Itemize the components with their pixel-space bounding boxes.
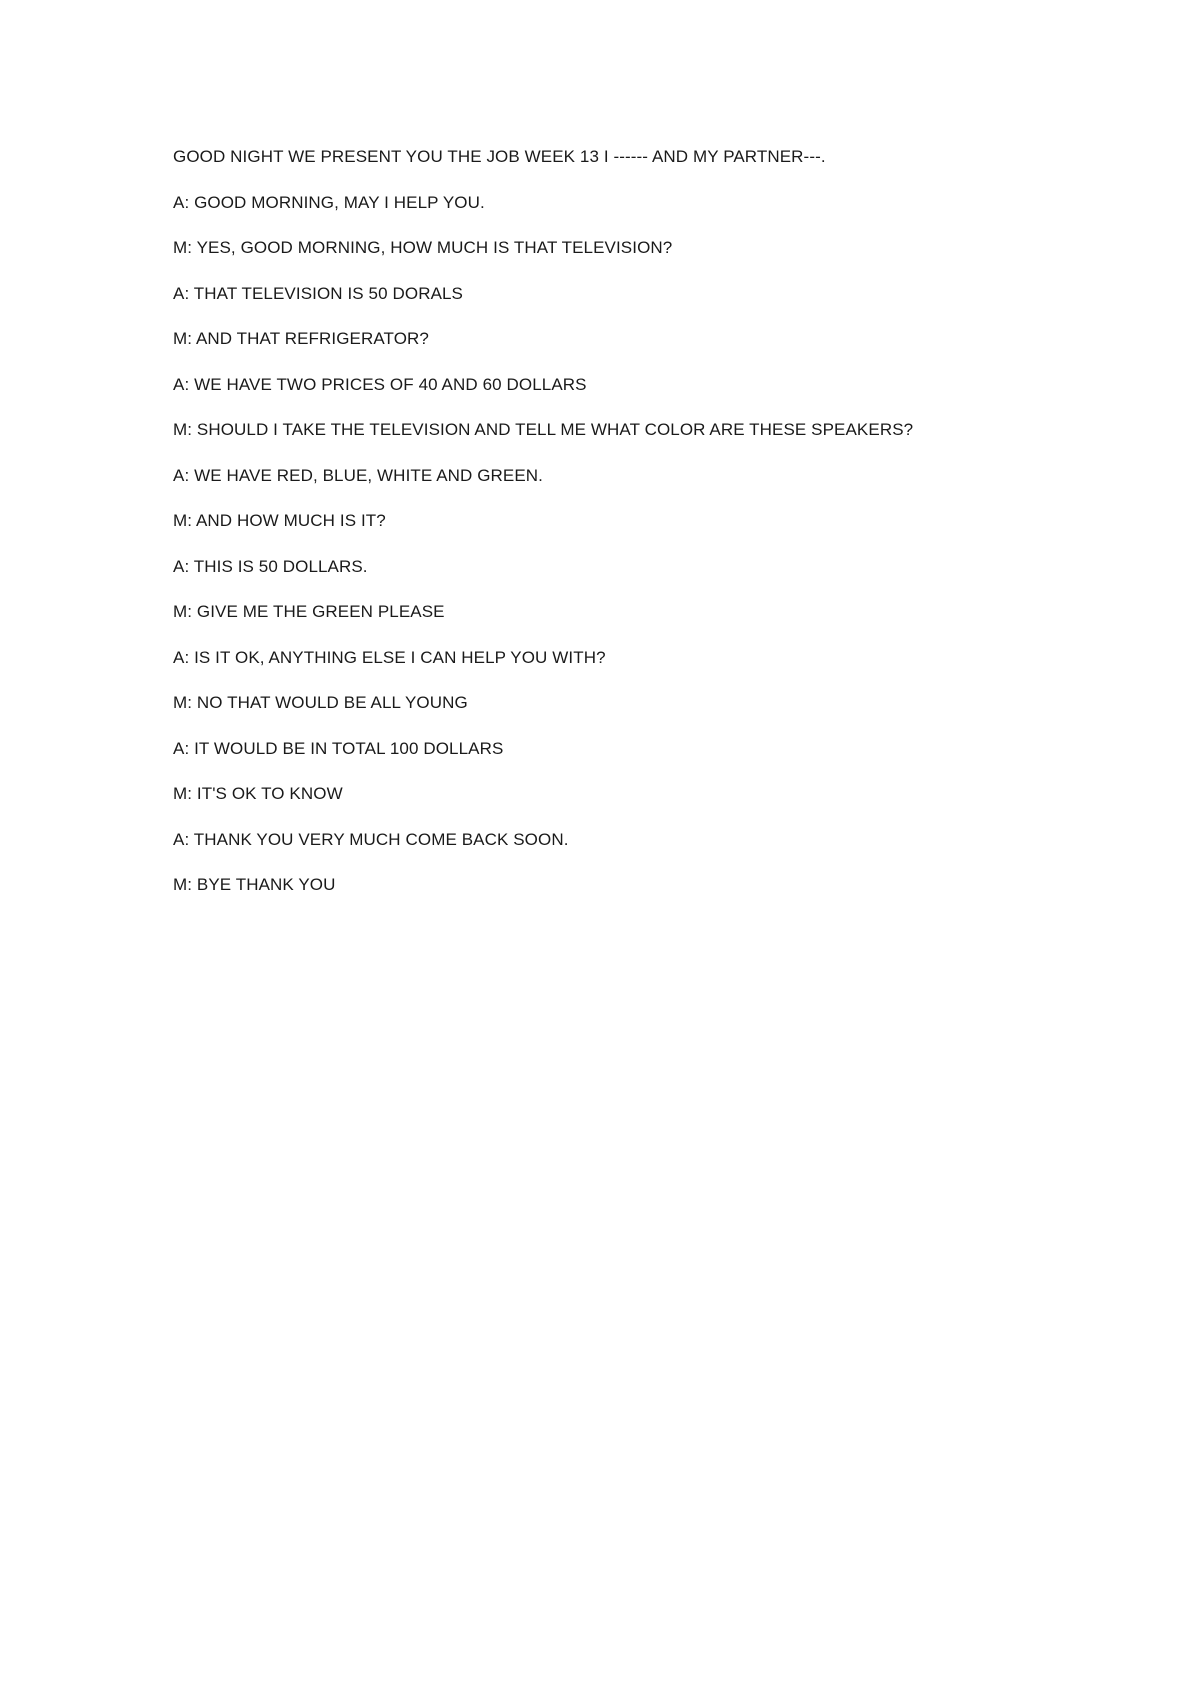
dialogue-line: A: IS IT OK, ANYTHING ELSE I CAN HELP YOU WITH? [173, 647, 606, 667]
dialogue-line: A: WE HAVE RED, BLUE, WHITE AND GREEN. [173, 465, 543, 485]
dialogue-line: A: GOOD MORNING, MAY I HELP YOU. [173, 192, 485, 212]
dialogue-line: M: AND THAT REFRIGERATOR? [173, 329, 429, 348]
dialogue-line: M: AND HOW MUCH IS IT? [173, 511, 386, 530]
dialogue-line: M: YES, GOOD MORNING, HOW MUCH IS THAT TELEVISION? [173, 238, 673, 257]
dialogue-text [173, 146, 1153, 920]
dialogue-line: A: IT WOULD BE IN TOTAL 100 DOLLARS [173, 738, 504, 758]
dialogue-line: M: NO THAT WOULD BE ALL YOUNG [173, 693, 468, 712]
dialogue-line: A: THANK YOU VERY MUCH COME BACK SOON. [173, 829, 569, 849]
dialogue-line: M: SHOULD I TAKE THE TELEVISION AND TELL ME WHAT COLOR ARE THESE SPEAKERS? [173, 420, 914, 439]
dialogue-line: A: THIS IS 50 DOLLARS. [173, 556, 368, 576]
dialogue-line: A: WE HAVE TWO PRICES OF 40 AND 60 DOLLARS [173, 374, 587, 394]
dialogue-line: M: BYE THANK YOU [173, 875, 336, 894]
dialogue-line: M: IT'S OK TO KNOW [173, 784, 343, 803]
dialogue-line: A: THAT TELEVISION IS 50 DORALS [173, 283, 463, 303]
dialogue-line: M: GIVE ME THE GREEN PLEASE [173, 602, 445, 621]
intro-line: GOOD NIGHT WE PRESENT YOU THE JOB WEEK 13 I ------ AND MY PARTNER---. [173, 147, 826, 166]
